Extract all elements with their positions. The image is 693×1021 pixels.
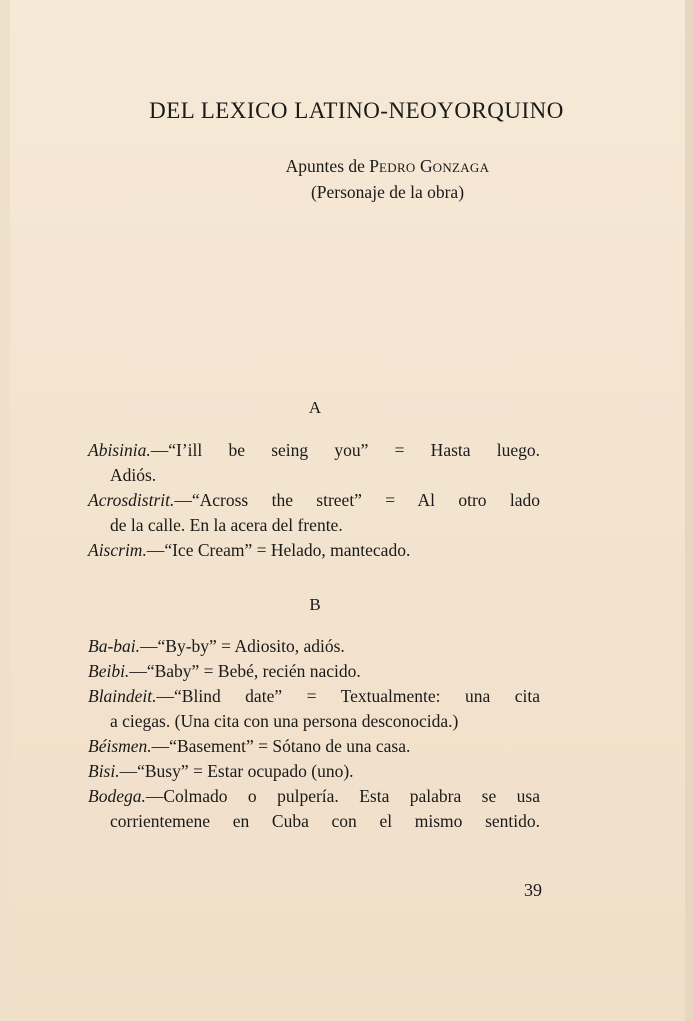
headword: Acrosdistrit. — [88, 490, 175, 510]
entry-line — [88, 734, 540, 759]
section-letter-a: A — [308, 398, 322, 417]
definition: —“Basement” = Sótano de una casa. — [151, 736, 411, 756]
headword: Blaindeit. — [88, 686, 157, 706]
section-letter-b: B — [309, 595, 321, 614]
headword: Beibi. — [88, 661, 130, 681]
entry-line — [88, 634, 540, 659]
definition: —“Across the street” = Al otro lado — [174, 490, 540, 510]
chapter-heading: DEL LEXICO LATINO-NEOYORQUINO — [149, 98, 564, 123]
headword: Béismen. — [88, 736, 152, 756]
entry-ba-bai — [88, 634, 540, 659]
entry-line — [88, 538, 540, 563]
entry-line: corrientemene en Cuba con el mismo sentido. — [110, 810, 540, 831]
entry-line — [88, 438, 540, 463]
entry-beibi — [88, 659, 540, 684]
entry-aiscrim — [88, 538, 540, 563]
byline-line-1 — [240, 154, 535, 180]
author-first-rest: EDRO — [379, 160, 416, 175]
entry-line — [88, 759, 540, 784]
byline-prefix: Apuntes de — [285, 156, 370, 176]
entry-line: a ciegas. (Una cita con una persona desconocida.) — [110, 710, 459, 731]
definition: —“Ice Cream” = Helado, mantecado. — [146, 540, 411, 560]
headword: Aiscrim. — [88, 540, 147, 560]
definition: —“Busy” = Estar ocupado (uno). — [119, 761, 354, 781]
definition: —“Baby” = Bebé, recién nacido. — [129, 661, 361, 681]
definition: —Colmado o pulpería. Esta palabra se usa — [145, 786, 540, 806]
author-first-initial: P — [369, 156, 380, 176]
entry-acrosdistrit — [88, 488, 540, 537]
headword: Bisi. — [88, 761, 120, 781]
entry-line — [88, 659, 540, 684]
byline — [240, 154, 535, 204]
headword: Ba-bai. — [88, 636, 141, 656]
entry-blaindeit — [88, 684, 540, 733]
headword: Abisinia. — [88, 440, 151, 460]
definition: —“Blind date” = Textualmente: una cita — [156, 686, 540, 706]
entry-line: Adiós. — [110, 464, 157, 485]
entry-beismen — [88, 734, 540, 759]
entry-abisinia — [88, 438, 540, 487]
entry-line — [88, 784, 540, 809]
author-last-initial: G — [419, 156, 433, 176]
byline-line-2: (Personaje de la obra) — [310, 182, 465, 202]
entry-bisi — [88, 759, 540, 784]
author-last-rest: ONZAGA — [432, 160, 490, 175]
definition: —“By-by” = Adiosito, adiós. — [140, 636, 345, 656]
entry-line — [88, 488, 540, 513]
entry-bodega — [88, 784, 540, 833]
headword: Bodega. — [88, 786, 146, 806]
entry-line: de la calle. En la acera del frente. — [110, 514, 343, 535]
entry-line — [88, 684, 540, 709]
definition: —“I’ill be seing you” = Hasta luego. — [150, 440, 540, 460]
page-number: 39 — [524, 880, 542, 900]
